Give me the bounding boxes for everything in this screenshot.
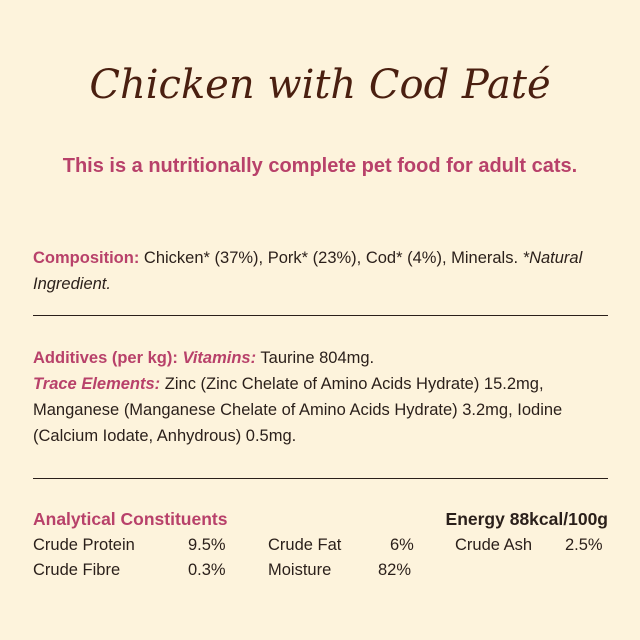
subtitle: This is a nutritionally complete pet food for adult cats. <box>62 155 578 177</box>
constituent-value: 2.5% <box>565 536 603 554</box>
additives-label: Additives (per kg): <box>33 349 178 367</box>
analytical-header <box>33 509 608 535</box>
composition-text: Chicken* (37%), Pork* (23%), Cod* (4%), Minerals. <box>143 249 519 267</box>
divider-2 <box>33 478 608 479</box>
constituent-name: Crude Protein <box>33 536 135 554</box>
energy-value: Energy 88kcal/100g <box>445 509 608 529</box>
page-title: Chicken with Cod Paté <box>89 62 551 108</box>
composition-label: Composition: <box>33 249 140 267</box>
constituent-value: 9.5% <box>188 536 226 554</box>
trace-elements-label: Trace Elements: <box>33 375 161 393</box>
constituent-name: Crude Fibre <box>33 561 121 579</box>
constituent-name: Moisture <box>268 561 332 579</box>
divider-1 <box>33 315 608 316</box>
composition-section <box>33 245 613 297</box>
analytical-label: Analytical Constituents <box>33 509 228 529</box>
vitamins-label: Vitamins: <box>182 349 257 367</box>
constituent-name: Crude Ash <box>455 536 533 554</box>
trace-elements-text: Zinc (Zinc Chelate of Amino Acids Hydrate) 15.2mg, Manganese (Manganese Chelate of Amino Acids Hydrate) 3.2mg, Iodine (Calcium Iodate, Anhydrous) 0.5mg. <box>33 375 563 445</box>
constituent-value: 0.3% <box>188 561 226 579</box>
vitamins-text: Taurine 804mg. <box>260 349 375 367</box>
constituent-value: 6% <box>390 536 414 554</box>
composition-note: *Natural Ingredient. <box>33 249 583 293</box>
constituent-value: 82% <box>378 561 412 579</box>
constituent-name: Crude Fat <box>268 536 342 554</box>
additives-section <box>33 345 613 449</box>
